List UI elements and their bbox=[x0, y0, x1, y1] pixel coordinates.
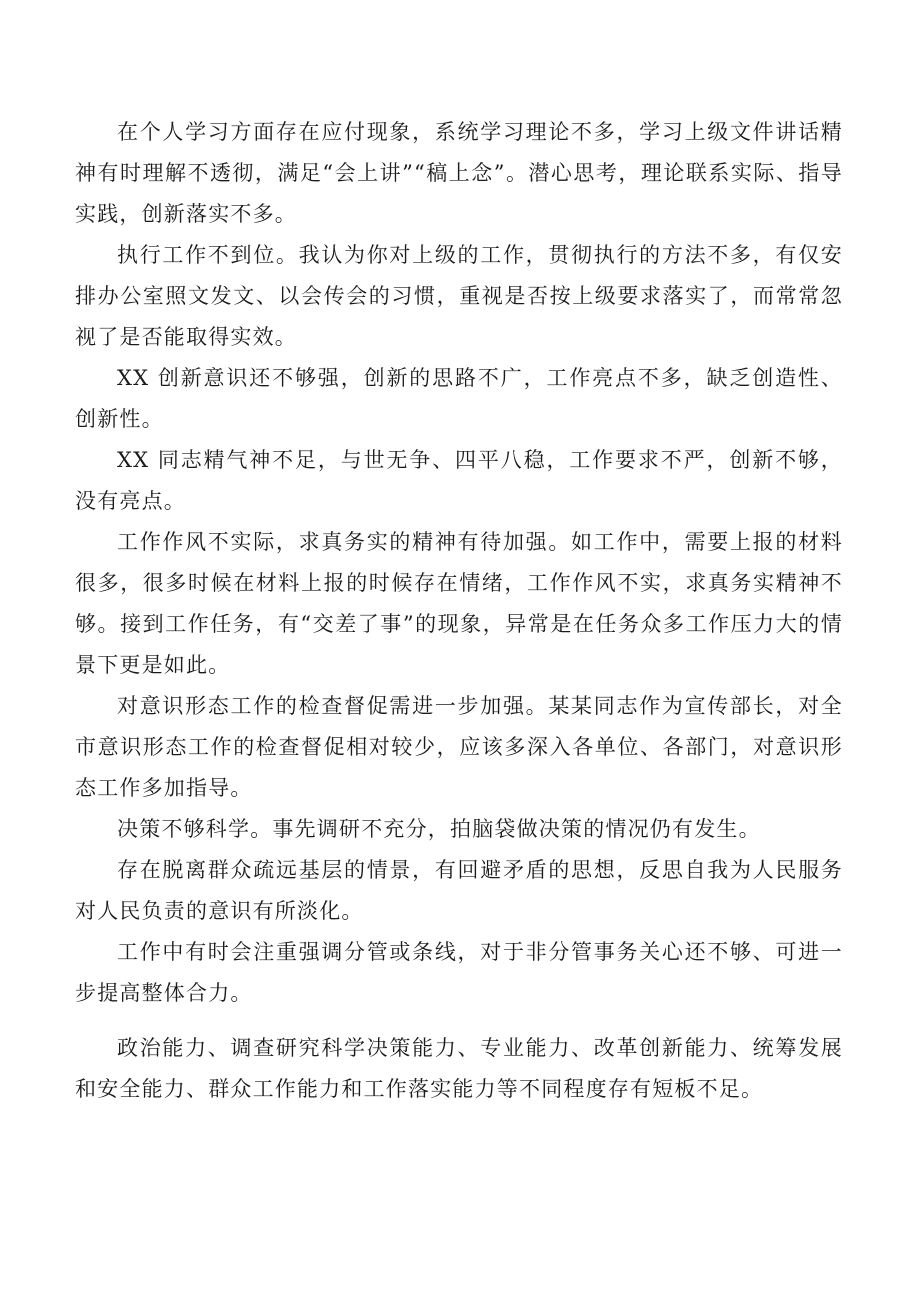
paragraph-work-style: 工作作风不实际，求真务实的精神有待加强。如工作中，需要上报的材料很多，很多时候在材料上报的时候存在情绪，工作作风不实，求真务实精神不够。接到工作任务，有“交差了事”的现象，异常是在任务众多工作压力大的情景下更是如此。 bbox=[75, 530, 843, 677]
paragraph-masses: 存在脱离群众疏远基层的情景，有回避矛盾的思想，反思自我为人民服务对人民负责的意识有所淡化。 bbox=[75, 858, 843, 923]
paragraph-ideology: 对意识形态工作的检查督促需进一步加强。某某同志作为宣传部长，对全市意识形态工作的检查督促相对较少，应该多深入各单位、各部门，对意识形态工作多加指导。 bbox=[75, 694, 843, 800]
paragraph-spirit: XX 同志精气神不足，与世无争、四平八稳，工作要求不严，创新不够，没有亮点。 bbox=[75, 448, 843, 513]
document-body bbox=[75, 112, 843, 1110]
paragraph-coordination: 工作中有时会注重强调分管或条线，对于非分管事务关心还不够、可进一步提高整体合力。 bbox=[75, 940, 843, 1005]
paragraph-decision: 决策不够科学。事先调研不充分，拍脑袋做决策的情况仍有发生。 bbox=[117, 817, 761, 841]
paragraph-study: 在个人学习方面存在应付现象，系统学习理论不多，学习上级文件讲话精神有时理解不透彻，满足“会上讲”“稿上念”。潜心思考，理论联系实际、指导实践，创新落实不多。 bbox=[75, 120, 843, 226]
paragraph-execution: 执行工作不到位。我认为你对上级的工作，贯彻执行的方法不多，有仅安排办公室照文发文、以会传会的习惯，重视是否按上级要求落实了，而常常忽视了是否能取得实效。 bbox=[75, 243, 843, 349]
paragraph-capabilities: 政治能力、调查研究科学决策能力、专业能力、改革创新能力、统筹发展和安全能力、群众工作能力和工作落实能力等不同程度存有短板不足。 bbox=[75, 1036, 843, 1101]
paragraph-innovation: XX 创新意识还不够强，创新的思路不广，工作亮点不多，缺乏创造性、创新性。 bbox=[75, 366, 843, 431]
